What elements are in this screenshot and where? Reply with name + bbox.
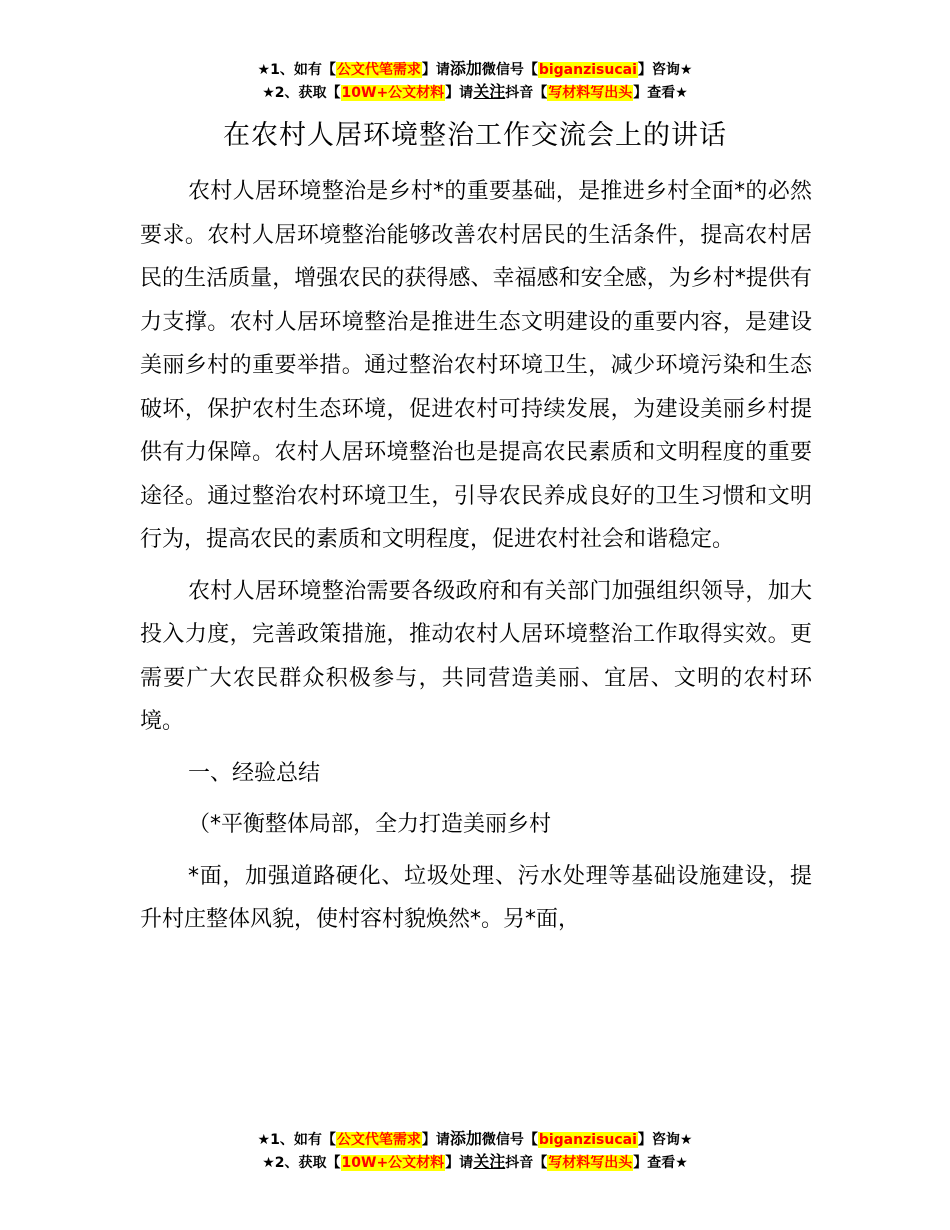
promo-highlight: 10W+公文材料 — [341, 85, 445, 101]
promo-highlight: 写材料写出头 — [548, 1155, 633, 1171]
document-title: 在农村人居环境整治工作交流会上的讲话 — [223, 120, 727, 151]
promo-highlight: 公文代笔需求 — [336, 62, 421, 78]
promo-highlight: 写材料写出头 — [548, 85, 633, 101]
promo-highlight: 10W+公文材料 — [341, 1155, 445, 1171]
promo-line-1: ★1、如有【公文代笔需求】请添加微信号【biganzisucai】咨询★ — [257, 59, 693, 78]
subsection-heading: （*平衡整体局部，全力打造美丽乡村 — [188, 812, 552, 837]
promo-banner-top — [0, 58, 950, 104]
promo-highlight: 公文代笔需求 — [336, 1132, 421, 1148]
document-body — [140, 170, 812, 950]
promo-banner-bottom — [0, 1128, 950, 1174]
promo-line-2: ★2、获取【10W+公文材料】请关注抖音【写材料写出头】查看★ — [262, 82, 688, 101]
body-paragraph: 农村人居环境整治需要各级政府和有关部门加强组织领导，加大投入力度，完善政策措施，推动农村人居环境整治工作取得实效。更需要广大农民群众积极参与，共同营造美丽、宜居、文明的农村环境。 — [140, 578, 812, 734]
body-paragraph: 农村人居环境整治是乡村*的重要基础，是推进乡村全面*的必然要求。农村人居环境整治能够改善农村居民的生活条件，提高农村居民的生活质量，增强农民的获得感、幸福感和安全感，为乡村*提供有力支撑。农村人居环境整治是推进生态文明建设的重要内容，是建设美丽乡村的重要举措。通过整治农村环境卫生，减少环境污染和生态破坏，保护农村生态环境，促进农村可持续发展，为建设美丽乡村提供有力保障。农村人居环境整治也是提高农民素质和文明程度的重要途径。通过整治农村环境卫生，引导农民养成良好的卫生习惯和文明行为，提高农民的素质和文明程度，促进农村社会和谐稳定。 — [140, 179, 812, 552]
body-paragraph: *面，加强道路硬化、垃圾处理、污水处理等基础设施建设，提升村庄整体风貌，使村容村貌焕然*。另*面， — [140, 863, 812, 932]
promo-line-1: ★1、如有【公文代笔需求】请添加微信号【biganzisucai】咨询★ — [257, 1129, 693, 1148]
section-heading: 一、经验总结 — [188, 760, 321, 786]
promo-highlight: biganzisucai — [538, 1132, 637, 1148]
promo-line-2: ★2、获取【10W+公文材料】请关注抖音【写材料写出头】查看★ — [262, 1152, 688, 1171]
promo-highlight: biganzisucai — [538, 62, 637, 78]
